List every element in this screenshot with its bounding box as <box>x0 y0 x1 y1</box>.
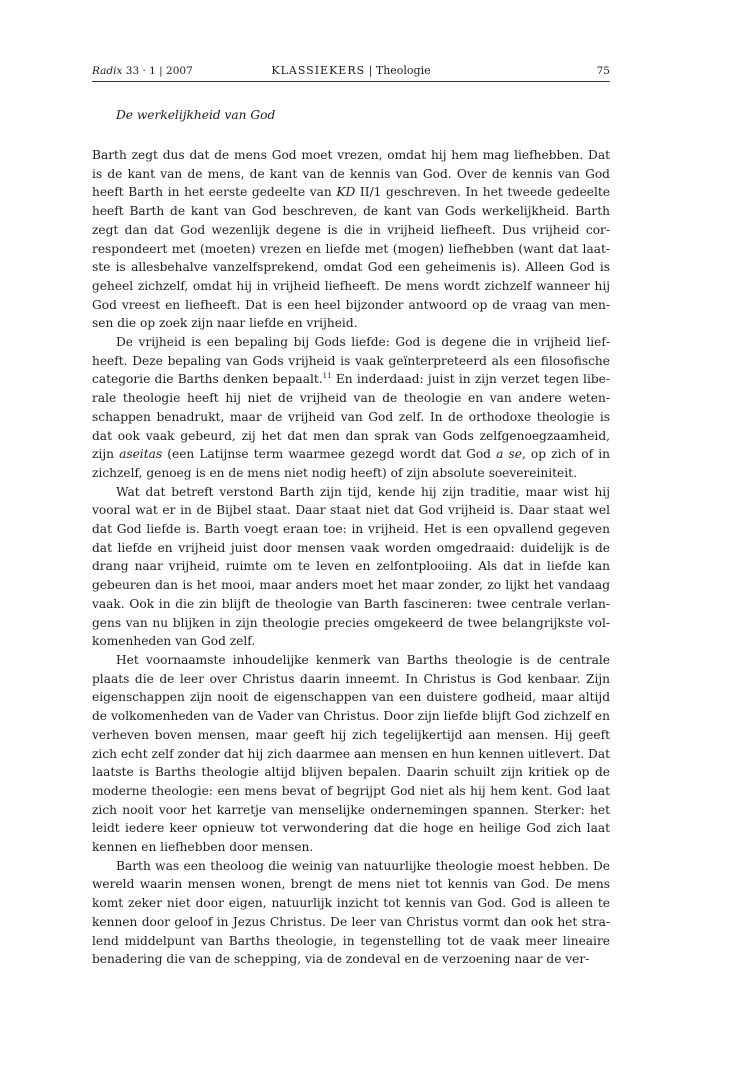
page-number: 75 <box>596 65 610 77</box>
p2-term-a-se: a se <box>496 447 522 462</box>
p2-text-d: , op zich of in zichzelf, genoeg is en de mens niet nodig heeft) of zijn absolute soevereiniteit. <box>92 447 610 480</box>
p2-term-aseitas: aseitas <box>119 447 163 462</box>
p1-text-b: geschreven. In het tweede gedeelte heeft Barth de kant van God beschreven, de kant van Gods werkelijkheid. Barth zegt dan dat God wezenlijk degene is die in vrijheid liefheeft. Dus vrijheid correspondeert met (moeten) vrezen en liefde met (mogen) liefhebben (want dat laatste is allesbehalve vanzelfsprekend, omdat God een geheimenis is). Alleen God is geheel zichzelf, omdat hij in vrijheid liefheeft. De mens wordt zichzelf wanneer hij God vreest en liefheeft. Dat is een heel bijzonder antwoord op de vraag van mensen die op zoek zijn naar liefde en vrijheid. <box>92 185 610 331</box>
running-head <box>92 63 610 79</box>
p1-text-a: Barth zegt dus dat de mens God moet vrezen, omdat hij hem mag liefhebben. Dat is de kant van de mens, de kant van de kennis van God. Over de kennis van God heeft Barth in het eerste gedeelte van <box>92 148 610 200</box>
p4-text: Het voornaamste inhoudelijke kenmerk van Barths theologie is de centrale plaats die de leer over Christus daarin inneemt. In Christus is God kenbaar. Zijn eigenschappen zijn nooit de eigenschappen van een duistere godheid, maar altijd de volkomenheden van de Vader van Christus. Door zijn liefde blijft God zichzelf en verheven boven mensen, maar geeft hij zich tegelijkertijd aan mensen. Hij geeft zich echt zelf zonder dat hij zich daarmee aan mensen en hun kennen uitlevert. Dat laatste is Barths theologie altijd blijven bepalen. Daarin schuilt zijn kritiek op de moderne theologie: een mens bevat of begrijpt God niet als hij hem kent. God laat zich nooit voor het karretje van menselijke ondernemingen spannen. Sterker: het leidt iedere keer opnieuw tot verwondering dat die hoge en heilige God zich laat kennen en liefhebben door mensen. <box>92 652 610 855</box>
issue-info: 33 · 1 | 2007 <box>125 65 193 77</box>
p1-kd-abbrev: KD <box>336 185 356 200</box>
p2-text-c: (een Latijnse term waarmee gezegd wordt dat God <box>162 447 497 462</box>
p2-text-a: De vrijheid is een bepaling bij Gods liefde: God is degene die in vrijheid liefheeft. Deze bepaling van Gods vrijheid is vaak geïnterpreteerd als een filosofische categorie die Barths denken bepaalt. <box>92 335 610 387</box>
running-head-center <box>92 63 610 79</box>
header-rule <box>92 81 610 82</box>
p5-text: Barth was een theoloog die weinig van natuurlijke theologie moest hebben. De wereld waarin mensen wonen, brengt de mens niet tot kennis van God. De mens komt zeker niet door eigen, natuurlijk inzicht tot kennis van God. God is alleen te kennen door geloof in Jezus Christus. De leer van Christus vormt dan ook het stralend middelpunt van Barths theologie, in tegenstelling tot de vaak meer lineaire benadering die van de schepping, via de zondeval en de verzoening naar de ver- <box>92 858 610 967</box>
footnote-ref-11[interactable]: 11 <box>322 372 332 381</box>
p2-text-b: En inderdaad: juist in zijn verzet tegen liberale theologie heeft hij niet de vrijheid van de theologie en van andere wetenschappen benadrukt, maar de vrijheid van God zelf. In de orthodoxe theologie is dat ook vaak gebeurd, zij het dat men dan sprak van Gods zelfgenoegzaamheid, zijn <box>92 372 610 462</box>
paragraph-5 <box>92 857 610 969</box>
article-body <box>92 146 610 969</box>
section-title: De werkelijkheid van God <box>116 108 276 122</box>
section-name: KLASSIEKERS <box>271 64 366 77</box>
paragraph-4 <box>92 651 610 857</box>
p3-text: Wat dat betreft verstond Barth zijn tijd, kende hij zijn traditie, maar wist hij vooral wat er in de Bijbel staat. Daar staat niet dat God vrijheid is. Daar staat wel dat God liefde is. Barth voegt eraan toe: in vrijheid. Het is een opvallend gegeven dat liefde en vrijheid juist door mensen vaak worden omgedraaid: duidelijk is de drang naar vrijheid, ruimte om te leven en zelfontplooiing. Als dat in liefde kan gebeuren dan is het mooi, maar anders moet het maar zonder, zo lijkt het vandaag vaak. Ook in die zin blijft de theologie van Barth fascineren: twee centrale verlangens van nu blijken in zijn theologie precies omgekeerd de twee belangrijkste volkomenheden van God zelf. <box>92 484 610 649</box>
paragraph-2 <box>92 333 610 483</box>
paragraph-1 <box>92 146 610 333</box>
p1-volume: II/1 <box>355 185 382 200</box>
journal-name: Radix <box>92 65 123 77</box>
paragraph-3 <box>92 483 610 651</box>
subsection-name: | Theologie <box>368 64 431 77</box>
